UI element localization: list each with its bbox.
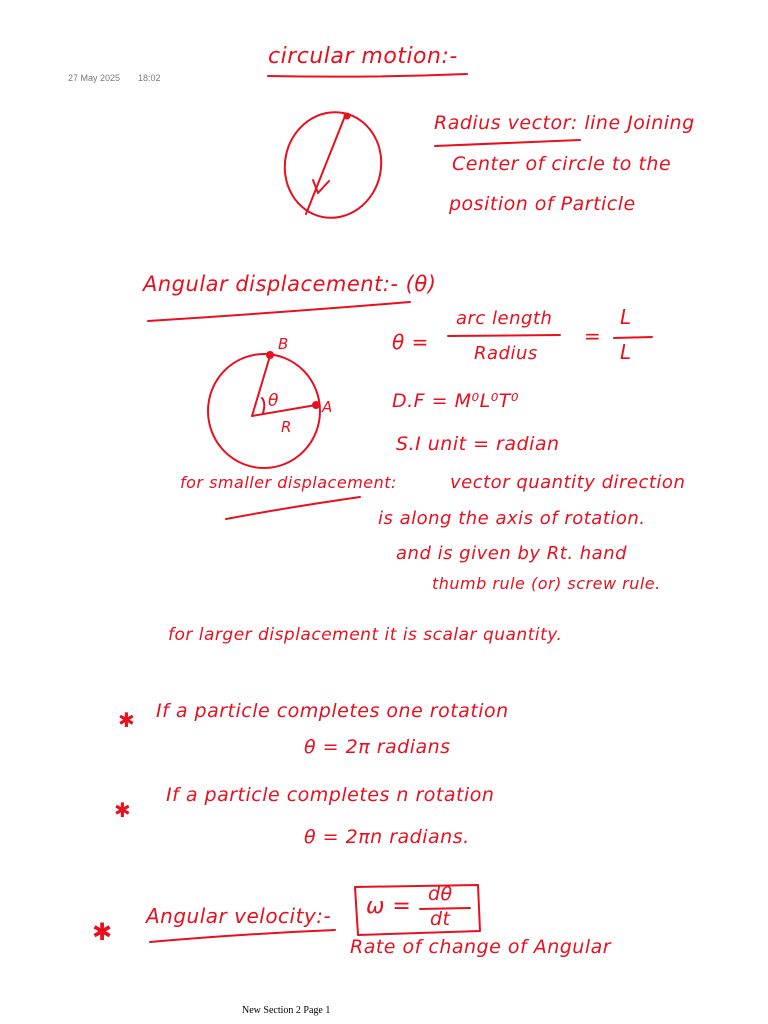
page-footer: New Section 2 Page 1 <box>242 1005 331 1016</box>
page-title: circular motion:- <box>268 44 458 69</box>
title-underline <box>268 74 467 77</box>
label-a: A <box>322 398 333 416</box>
formula-theta-eq: θ = <box>392 330 429 354</box>
angular-velocity-label: Angular velocity:- <box>146 904 332 928</box>
radius-particle-dot <box>345 114 350 119</box>
label-r: R <box>281 418 292 436</box>
point-b-dot <box>267 352 273 358</box>
formula-ratio-den: L <box>620 340 632 364</box>
formula-numerator: arc length <box>456 308 553 329</box>
angular-heading-underline <box>148 302 410 321</box>
page-date: 27 May 2025 <box>68 73 121 83</box>
smaller-displacement-label: for smaller displacement: <box>180 473 397 492</box>
formula-ratio-equals: = <box>584 324 602 348</box>
point-a-dot <box>313 402 319 408</box>
radius-vector-line-2: Center of circle to the <box>452 153 672 175</box>
smaller-underline <box>226 497 360 519</box>
radius-arrow <box>306 116 345 214</box>
page-time: 18:02 <box>138 73 161 83</box>
angular-velocity-den: dt <box>430 908 451 930</box>
radius-vector-line-3: position of Particle <box>449 193 636 215</box>
fraction-bar-main <box>448 335 560 336</box>
radius-line-a <box>252 405 316 416</box>
angular-velocity-underline <box>150 930 335 942</box>
formula-ratio-num: L <box>620 305 632 329</box>
larger-displacement: for larger displacement it is scalar quantity. <box>168 625 563 645</box>
dimensional-formula: D.F = M⁰L⁰T⁰ <box>392 390 520 412</box>
bullet-2: ✱ <box>114 798 132 822</box>
smaller-line-2: is along the axis of rotation. <box>378 508 646 529</box>
angular-velocity-num: dθ <box>428 883 453 905</box>
smaller-line-1: vector quantity direction <box>450 472 686 493</box>
formula-denominator: Radius <box>474 343 538 364</box>
angle-arc <box>262 398 264 413</box>
fraction-bar-ratio <box>614 337 652 338</box>
rotation-one-line: If a particle completes one rotation <box>156 700 509 722</box>
smaller-line-3: and is given by Rt. hand <box>396 543 628 564</box>
si-unit: S.I unit = radian <box>396 433 560 455</box>
radius-vector-line-1: Radius vector: line Joining <box>434 112 695 134</box>
angular-velocity-omega: ω = <box>366 894 412 919</box>
label-theta: θ <box>268 391 279 411</box>
bullet-1: ✱ <box>118 708 136 732</box>
rotation-one-formula: θ = 2π radians <box>304 736 451 758</box>
bullet-3: ✱ <box>92 918 113 946</box>
radius-vector-underline <box>435 140 580 146</box>
rate-of-change-line: Rate of change of Angular <box>350 936 612 958</box>
angular-displacement-heading: Angular displacement:- (θ) <box>143 272 437 296</box>
radius-circle <box>275 103 391 227</box>
rotation-n-line: If a particle completes n rotation <box>166 784 495 806</box>
rotation-n-formula: θ = 2πn radians. <box>304 826 470 848</box>
smaller-line-4: thumb rule (or) screw rule. <box>432 574 661 593</box>
label-b: B <box>278 335 289 353</box>
